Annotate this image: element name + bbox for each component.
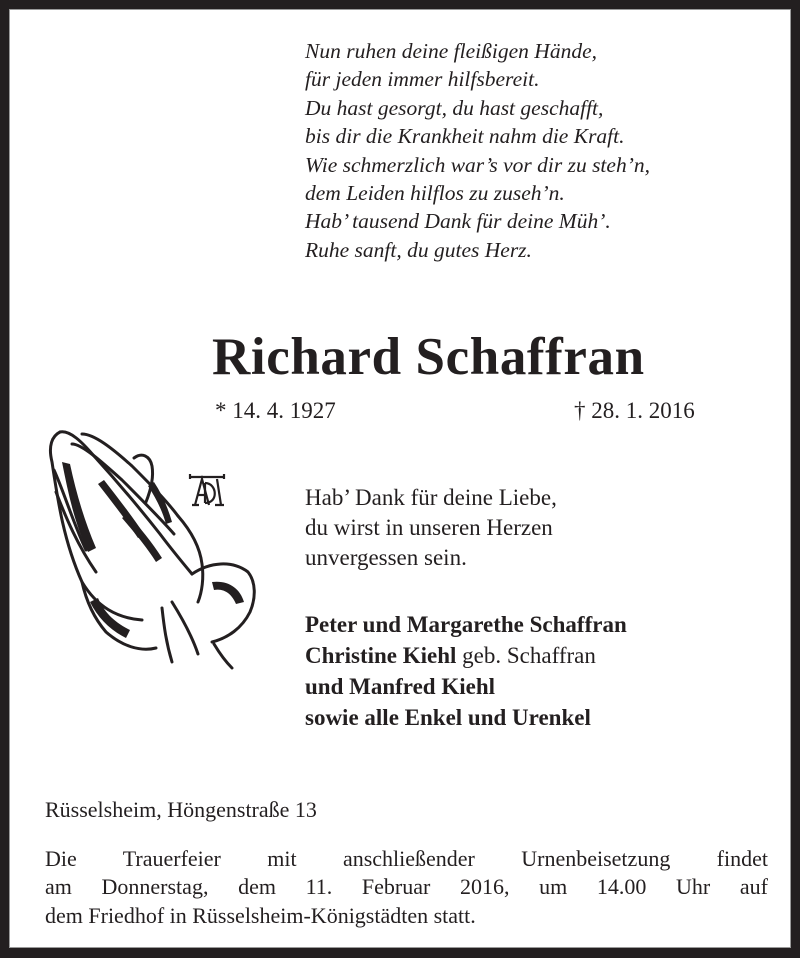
poem-line: Nun ruhen deine fleißigen Hände, — [305, 39, 597, 63]
poem-line: Ruhe sanft, du gutes Herz. — [305, 237, 532, 262]
thanks-line: unvergessen sein. — [305, 545, 467, 570]
mourner-line: Peter und Margarethe Schaffran — [305, 612, 627, 637]
notice-line: am Donnerstag, dem 11. Februar 2016, um 14.00 Uhr auf — [45, 874, 768, 900]
funeral-notice — [45, 845, 768, 930]
duerer-monogram-icon — [187, 471, 227, 507]
poem-line: dem Leiden hilflos zu zuseh’n. — [305, 181, 565, 206]
mourners-list — [305, 609, 627, 733]
notice-line: dem Friedhof in Rüsselsheim-Königstädten statt. — [45, 902, 476, 928]
birth-date: * 14. 4. 1927 — [215, 398, 336, 423]
obituary-page — [9, 9, 791, 948]
poem-line: Hab’ tausend Dank für deine Müh’. — [305, 209, 611, 234]
poem-line: bis dir die Krankheit nahm die Kraft. — [305, 124, 625, 149]
poem-line: Wie schmerzlich war’s vor dir zu steh’n, — [305, 152, 650, 177]
mourner-line: und Manfred Kiehl — [305, 674, 495, 699]
deceased-name: Richard Schaffran — [212, 328, 645, 386]
mourner-line: sowie alle Enkel und Urenkel — [305, 705, 591, 730]
death-date: † 28. 1. 2016 — [574, 398, 695, 423]
address: Rüsselsheim, Höngenstraße 13 — [45, 797, 317, 822]
mourner-line — [305, 640, 627, 671]
thanks-verse — [305, 483, 557, 573]
thanks-line: Hab’ Dank für deine Liebe, — [305, 485, 557, 510]
poem-line: für jeden immer hilfsbereit. — [305, 67, 540, 92]
praying-hands-icon — [42, 422, 262, 672]
poem — [305, 37, 650, 264]
maiden-name: geb. Schaffran — [456, 643, 596, 668]
thanks-line: du wirst in unseren Herzen — [305, 515, 553, 540]
poem-line: Du hast gesorgt, du hast geschafft, — [305, 95, 604, 120]
notice-line: Die Trauerfeier mit anschließender Urnenbeisetzung findet — [45, 846, 768, 871]
mourner-name: Christine Kiehl — [305, 643, 457, 668]
